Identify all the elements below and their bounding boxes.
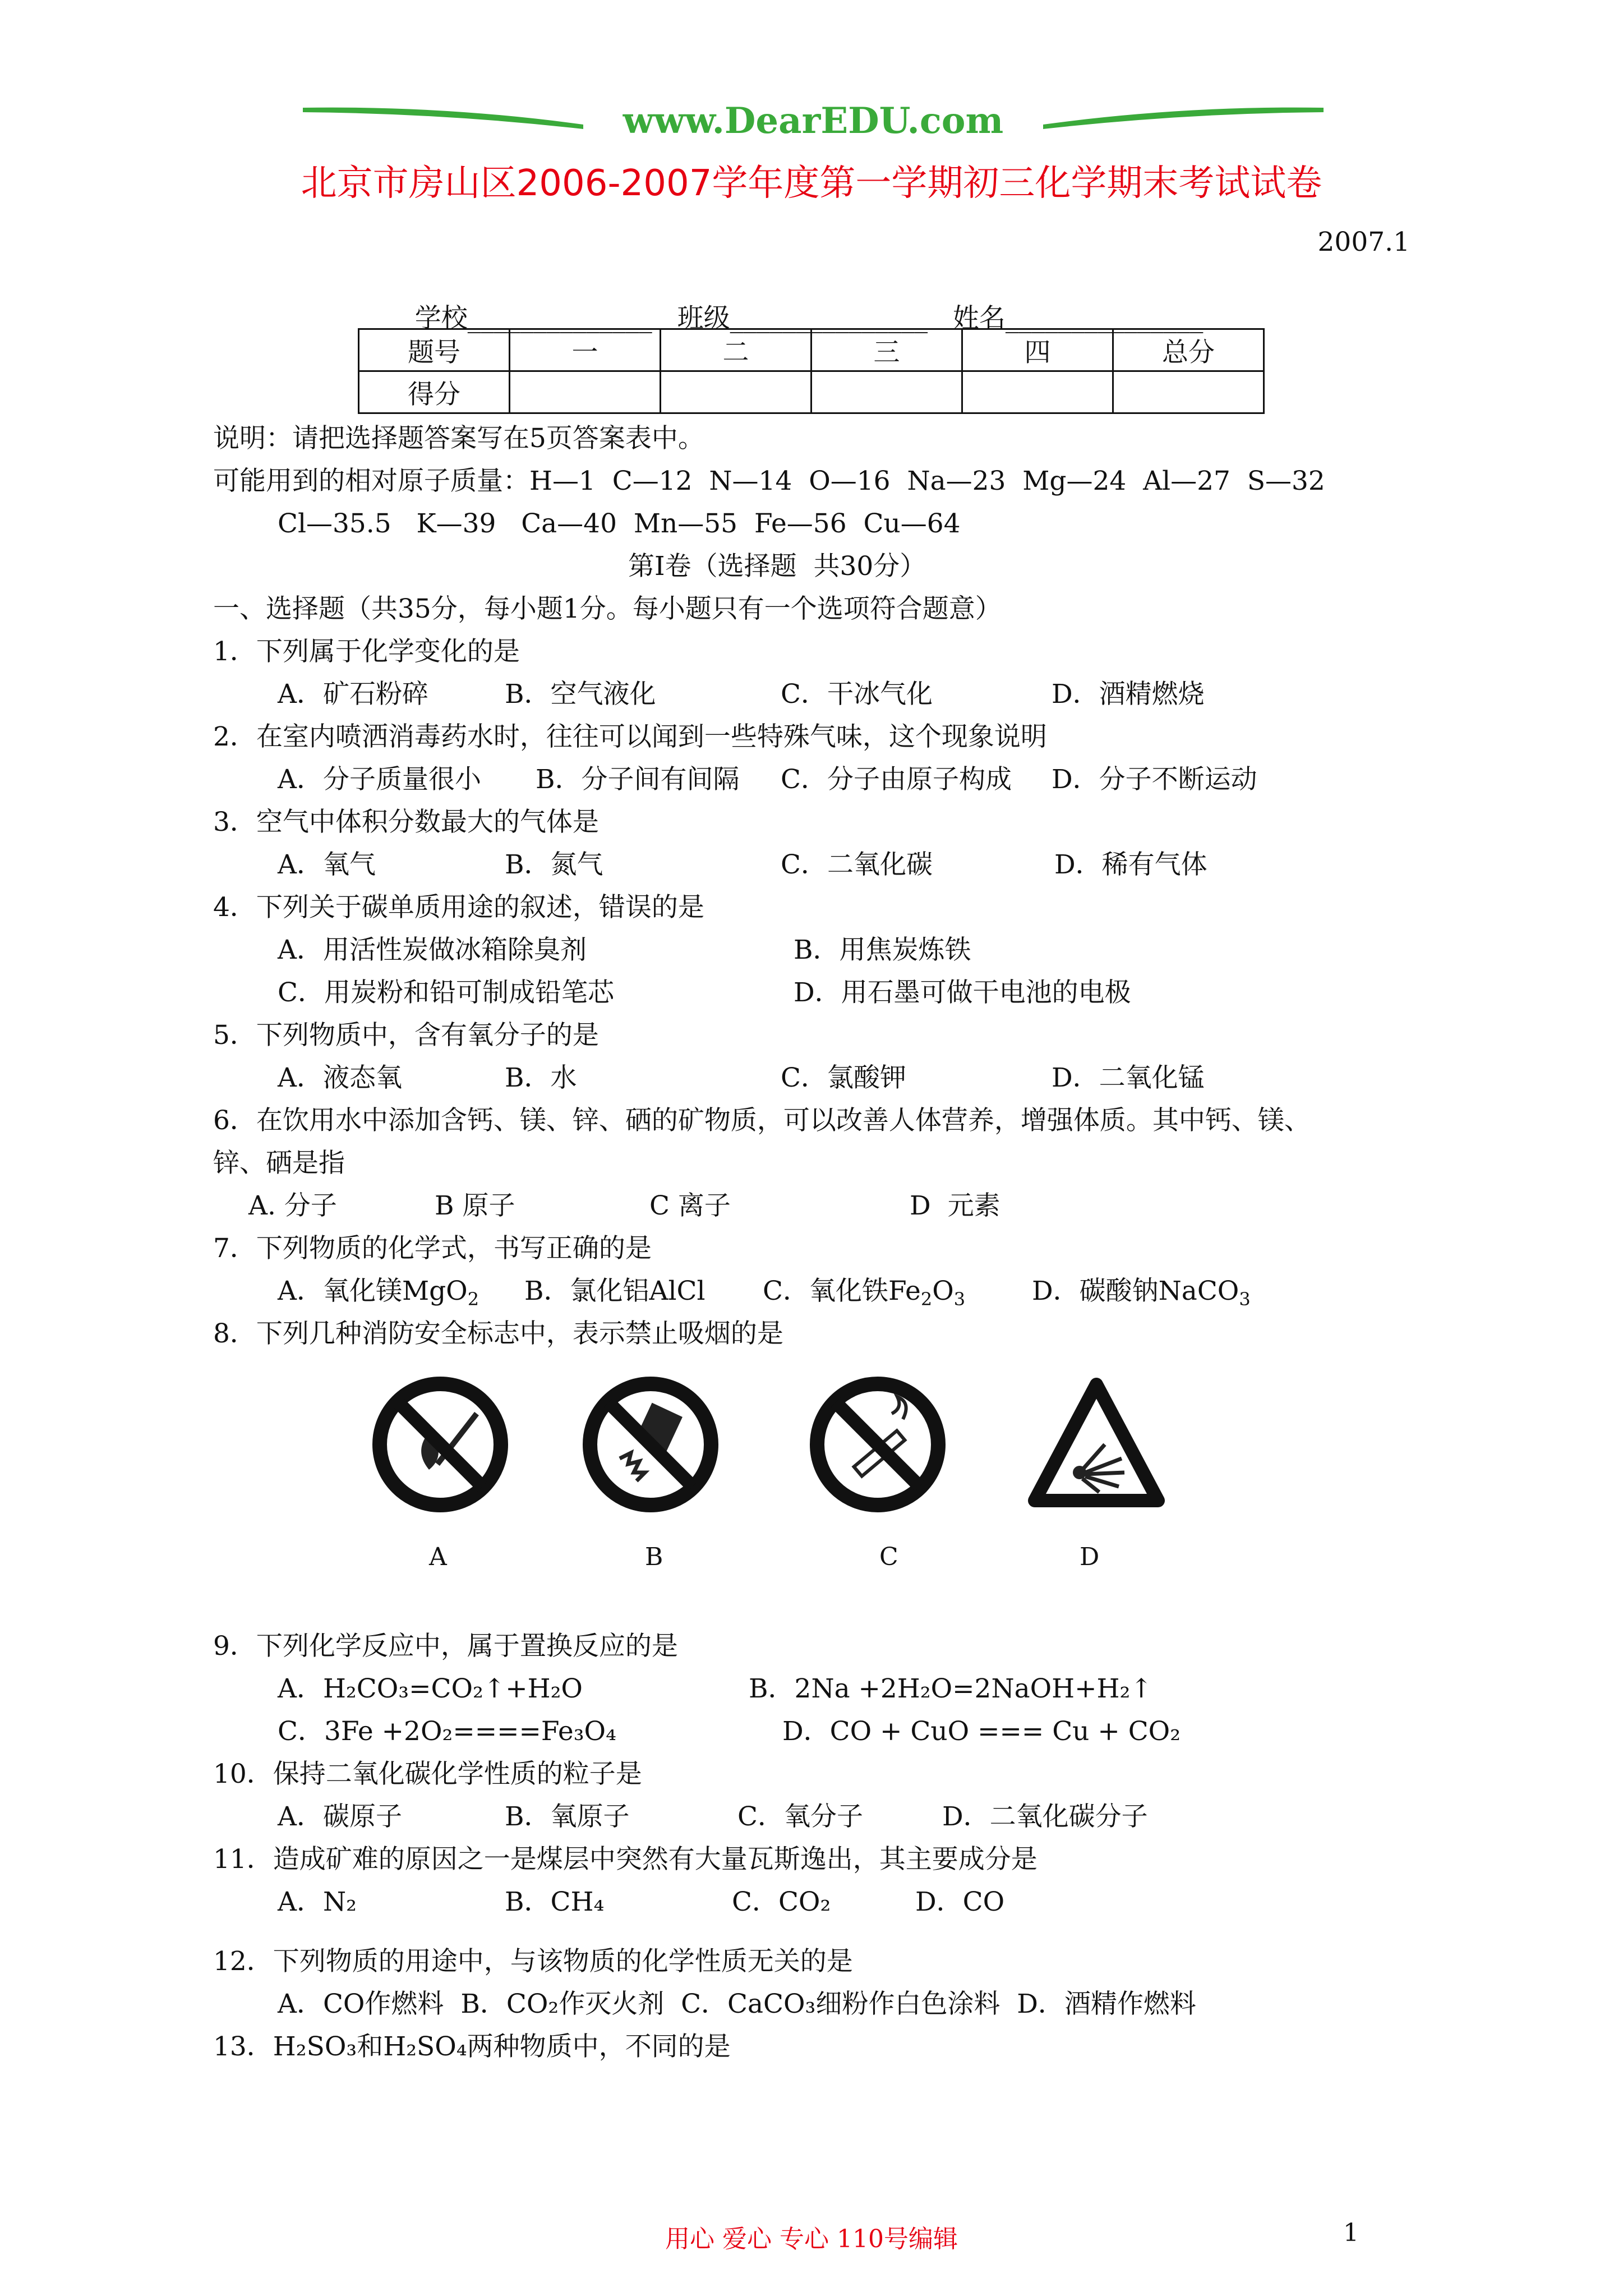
q4-option-a: A．用活性炭做冰箱除臭剂 [278, 935, 587, 965]
question-6-stem: 6．在饮用水中添加含钙、镁、锌、硒的矿物质，可以改善人体营养，增强体质。其中钙、镁、 [213, 1105, 1311, 1136]
score-header-cell: 三 [811, 329, 962, 371]
score-row-label: 得分 [359, 371, 510, 413]
score-header-cell: 题号 [359, 329, 510, 371]
q9-option-c: C．3Fe +2O₂====Fe₃O₄ [278, 1716, 616, 1747]
question-8-stem: 8．下列几种消防安全标志中，表示禁止吸烟的是 [213, 1318, 783, 1349]
q11-option-a: A．N₂ [278, 1887, 357, 1917]
q5-option-b: B．水 [505, 1062, 577, 1093]
q6-option-c: C 离子 [649, 1190, 731, 1221]
q12-options: A．CO作燃料 B．CO₂作灭火剂 C．CaCO₃细粉作白色涂料 D．酒精作燃料 [278, 1989, 1196, 2019]
score-header-cell: 二 [661, 329, 811, 371]
q2-option-c: C．分子由原子构成 [781, 764, 1012, 795]
score-header-cell: 四 [962, 329, 1113, 371]
question-4-stem: 4．下列关于碳单质用途的叙述，错误的是 [213, 892, 704, 923]
score-cell [811, 371, 962, 413]
q6-option-d: D 元素 [910, 1190, 1000, 1221]
score-header-cell: 一 [510, 329, 661, 371]
page-footer: 用心 爱心 专心 110号编辑 [665, 2225, 958, 2253]
q5-option-d: D．二氧化锰 [1052, 1062, 1205, 1093]
q7-d-text: D．碳酸钠NaCO [1032, 1276, 1239, 1306]
no-open-flame-sign-icon [370, 1374, 510, 1515]
instruction-note: 说明：请把选择题答案写在5页答案表中。 [213, 423, 704, 454]
q3-option-c: C．二氧化碳 [781, 849, 933, 880]
question-6-stem-cont: 锌、硒是指 [213, 1148, 345, 1179]
q6-option-b: B 原子 [435, 1190, 515, 1221]
score-cell [962, 371, 1113, 413]
q3-option-d: D．稀有气体 [1054, 849, 1207, 880]
q4-option-b: B．用焦炭炼铁 [794, 935, 971, 965]
question-2-stem: 2．在室内喷洒消毒药水时，往往可以闻到一些特殊气味，这个现象说明 [213, 721, 1047, 752]
q10-option-b: B．氧原子 [505, 1801, 630, 1832]
sign-label-b: B [645, 1543, 663, 1571]
q10-option-c: C．氧分子 [737, 1801, 863, 1832]
school-field: 学校______________ [414, 303, 652, 334]
score-table-header-row [359, 329, 1264, 371]
q11-option-b: B．CH₄ [505, 1887, 605, 1917]
score-cell [661, 371, 811, 413]
question-11-stem: 11．造成矿难的原因之一是煤层中突然有大量瓦斯逸出，其主要成分是 [213, 1844, 1038, 1875]
class-field: 班级_______________ [677, 303, 928, 334]
question-12-stem: 12．下列物质的用途中，与该物质的化学性质无关的是 [213, 1946, 853, 1977]
question-3-stem: 3．空气中体积分数最大的气体是 [213, 807, 599, 838]
atomic-mass-line-1: 可能用到的相对原子质量：H—1 C—12 N—14 O—16 Na—23 Mg—24 Al—27 S—32 [213, 466, 1325, 496]
q7-c-sub1: 2 [920, 1289, 933, 1310]
score-cell [1113, 371, 1264, 413]
q7-option-b: B．氯化铝AlCl [524, 1276, 706, 1306]
sign-label-d: D [1080, 1543, 1100, 1571]
score-header-cell: 总分 [1113, 329, 1264, 371]
q3-option-b: B．氮气 [505, 849, 603, 880]
q1-option-c: C．干冰气化 [781, 679, 933, 710]
page-title: 北京市房山区2006-2007学年度第一学期初三化学期末考试试卷 [301, 163, 1322, 204]
q9-option-b: B．2Na +2H₂O=2NaOH+H₂↑ [749, 1673, 1152, 1704]
q1-option-d: D．酒精燃烧 [1052, 679, 1205, 710]
q7-option-a [278, 1274, 479, 1310]
question-1-stem: 1．下列属于化学变化的是 [213, 636, 520, 667]
q7-c-mid: O [932, 1276, 954, 1306]
score-cell [510, 371, 661, 413]
q11-option-d: D．CO [915, 1887, 1005, 1917]
q9-option-d: D．CO + CuO === Cu + CO₂ [782, 1716, 1181, 1747]
q7-d-sub: 3 [1239, 1289, 1251, 1310]
q4-option-d: D．用石墨可做干电池的电极 [794, 977, 1131, 1008]
question-7-stem: 7．下列物质的化学式，书写正确的是 [213, 1233, 652, 1264]
q4-option-c: C．用炭粉和铅可制成铅笔芯 [278, 977, 614, 1008]
q6-option-a: A. 分子 [248, 1190, 337, 1221]
q7-option-d [1032, 1274, 1251, 1310]
atomic-mass-line-2: Cl—35.5 K—39 Ca—40 Mn—55 Fe—56 Cu—64 [278, 508, 961, 539]
q7-a-text: A．氧化镁MgO [278, 1276, 468, 1306]
exam-date: 2007.1 [1317, 227, 1410, 257]
part-title: 第Ⅰ卷（选择题 共30分） [628, 551, 926, 582]
name-field: 姓名_______________ [952, 303, 1204, 334]
q5-option-c: C．氯酸钾 [781, 1062, 906, 1093]
q9-option-a: A．H₂CO₃=CO₂↑+H₂O [278, 1673, 583, 1704]
sign-label-c: C [879, 1543, 898, 1571]
q7-option-c [763, 1274, 965, 1310]
no-smoking-sign-icon [808, 1374, 948, 1515]
q10-option-d: D．二氧化碳分子 [942, 1801, 1148, 1832]
q7-c-sub2: 3 [953, 1289, 966, 1310]
section-heading: 一、选择题（共35分，每小题1分。每小题只有一个选项符合题意） [213, 593, 1002, 624]
q1-option-a: A．矿石粉碎 [278, 679, 428, 710]
safety-signs [359, 1374, 1189, 1554]
q2-option-d: D．分子不断运动 [1052, 764, 1257, 795]
score-table-row [359, 371, 1264, 413]
question-5-stem: 5．下列物质中，含有氧分子的是 [213, 1020, 599, 1051]
question-9-stem: 9．下列化学反应中，属于置换反应的是 [213, 1631, 678, 1662]
question-13-stem: 13．H₂SO₃和H₂SO₄两种物质中，不同的是 [213, 2031, 731, 2062]
question-10-stem: 10．保持二氧化碳化学性质的粒子是 [213, 1759, 642, 1789]
q7-c-text: C．氧化铁Fe [763, 1276, 921, 1306]
explosive-warning-sign-icon [1026, 1374, 1166, 1515]
q2-option-b: B．分子间有间隔 [536, 764, 740, 795]
sign-label-a: A [429, 1543, 447, 1571]
score-table [358, 328, 1265, 414]
page-number: 1 [1343, 2219, 1359, 2247]
q5-option-a: A．液态氧 [278, 1062, 402, 1093]
q1-option-b: B．空气液化 [505, 679, 656, 710]
q7-a-sub: 2 [467, 1289, 479, 1310]
q10-option-a: A．碳原子 [278, 1801, 402, 1832]
q2-option-a: A．分子质量很小 [278, 764, 481, 795]
q11-option-c: C．CO₂ [732, 1887, 831, 1917]
no-fireworks-sign-icon [580, 1374, 721, 1515]
q3-option-a: A．氧气 [278, 849, 376, 880]
site-banner [303, 95, 1324, 157]
banner-text[interactable]: www.DearEDU.com [623, 100, 1004, 142]
